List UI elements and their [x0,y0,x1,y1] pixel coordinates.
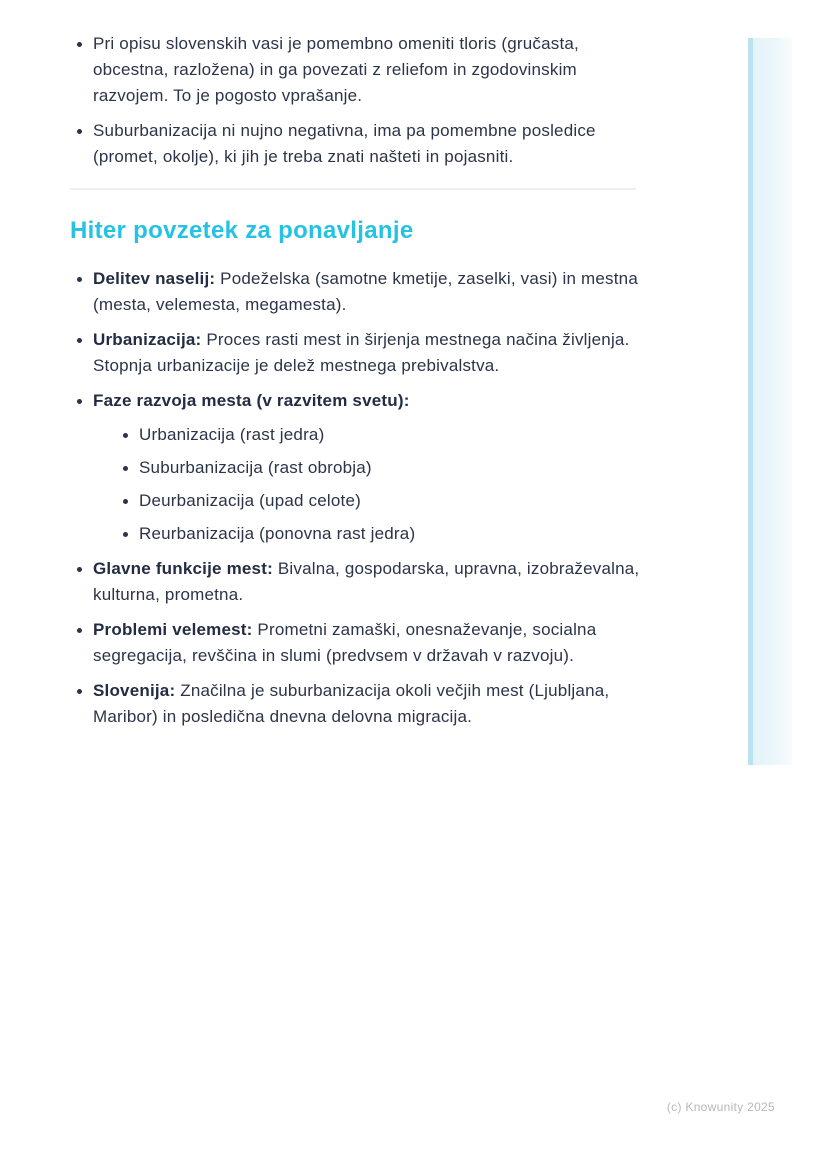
summary-item-text: Značilna je suburbanizacija okoli večjih mest (Ljubljana, Maribor) in posledična dnevna delovna migracija. [93,681,610,726]
footer-copyright: (c) Knowunity 2025 [666,1100,775,1114]
summary-item [70,678,640,730]
summary-subitem: Urbanizacija (rast jedra) [120,422,640,448]
summary-item-lead: Urbanizacija: [93,330,202,349]
summary-item [70,617,640,669]
summary-subitem: Deurbanizacija (upad celote) [120,488,640,514]
summary-item-lead: Slovenija: [93,681,176,700]
summary-item-lead: Delitev naselij: [93,269,216,288]
side-accent-panel [748,38,792,765]
summary-item-text: Proces rasti mest in širjenja mestnega načina življenja. Stopnja urbanizacije je delež mestnega prebivalstva. [93,330,630,375]
summary-heading: Hiter povzetek za ponavljanje [70,217,414,244]
summary-sublist [93,422,640,547]
summary-item-text: Prometni zamaški, onesnaževanje, socialna segregacija, revščina in slumi (predvsem v državah v razvoju). [93,620,597,665]
intro-note: Pri opisu slovenskih vasi je pomembno omeniti tloris (gručasta, obcestna, razložena) in ga povezati z reliefom in zgodovinskim razvojem. To je pogosto vprašanje. [70,31,640,109]
summary-item [70,327,640,379]
summary-item-lead: Faze razvoja mesta (v razvitem svetu): [93,391,410,410]
summary-item [70,388,640,547]
summary-subitem: Reurbanizacija (ponovna rast jedra) [120,521,640,547]
summary-item-text: Bivalna, gospodarska, upravna, izobraževalna, kulturna, prometna. [93,559,640,604]
summary-item [70,556,640,608]
summary-item-text: Podeželska (samotne kmetije, zaselki, vasi) in mestna (mesta, velemesta, megamesta). [93,269,638,314]
intro-notes-list [70,31,640,170]
summary-item-lead: Glavne funkcije mest: [93,559,273,578]
intro-note: Suburbanizacija ni nujno negativna, ima pa pomembne posledice (promet, okolje), ki jih je treba znati našteti in pojasniti. [70,118,640,170]
summary-item-lead: Problemi velemest: [93,620,253,639]
summary-item [70,266,640,318]
document-page [70,31,640,730]
section-divider [70,188,636,190]
summary-subitem: Suburbanizacija (rast obrobja) [120,455,640,481]
summary-list [70,266,640,730]
